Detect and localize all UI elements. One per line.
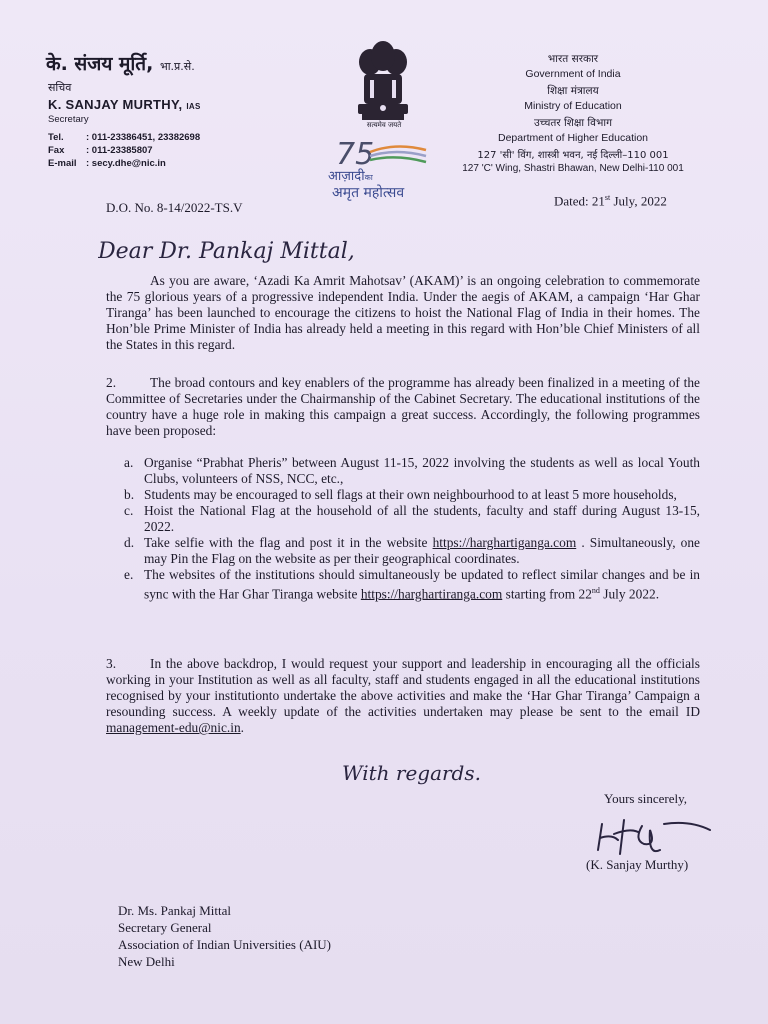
- closing-text: With regards.: [342, 761, 481, 785]
- paragraph-1: As you are aware, ‘Azadi Ka Amrit Mahotsav’ (AKAM)’ is an ongoing celebration to commemorate the 75 glorious years of a progressive independent India. Under the aegis of AKAM, a campaign ‘Har Ghar Tiranga’ has been launched to encourage the citizens to hoist the National Flag of India in their homes. The Hon’ble Prime Minister of India has already held a meeting in this regard with Hon’ble Chief Ministers of all the States in this regard.: [106, 273, 700, 352]
- addressee-block: [118, 902, 331, 970]
- paragraph-2-text: The broad contours and key enablers of the programme has already been finalized in a meeting of the Committee of Secretaries under the Chairmanship of the Cabinet Secretary. The educational institutions of the country have a huge role in making this campaign a great success. Accordingly, the following programmes have been proposed:: [106, 375, 700, 438]
- programme-list: [124, 455, 700, 602]
- akam-word-ka: का: [364, 173, 373, 182]
- dept-hindi: उच्चतर शिक्षा विभाग: [533, 117, 612, 129]
- list-item: [124, 503, 700, 535]
- paragraph-3-end: .: [240, 720, 245, 735]
- tel-line: [48, 132, 200, 143]
- salutation-text: Dear Dr. Pankaj Mittal,: [98, 239, 355, 264]
- sender-designation-english: IAS: [186, 102, 201, 111]
- list-item: [124, 567, 700, 602]
- date-suffix-sup: st: [604, 193, 611, 202]
- sender-name-english: [48, 97, 201, 112]
- handwritten-salutation: [98, 222, 438, 272]
- paragraph-2: [106, 375, 700, 439]
- list-item-text: Take selfie with the flag and post it in the website: [144, 535, 433, 550]
- reference-number: D.O. No. 8-14/2022-TS.V: [106, 200, 243, 215]
- akam-line2: अमृत महोत्सव: [332, 185, 405, 201]
- date-prefix: Dated: 21: [554, 193, 605, 209]
- list-item-marker: d.: [124, 535, 135, 550]
- addressee-title: Secretary General: [118, 920, 212, 935]
- har-ghar-tiranga-link[interactable]: https://harghartiranga.com: [360, 586, 503, 602]
- addressee-name: Dr. Ms. Pankaj Mittal: [118, 903, 232, 918]
- address-hindi: 127 'सी' विंग, शास्त्री भवन, नई दिल्ली–110 001: [477, 150, 669, 161]
- email-label: E-mail: [48, 158, 77, 169]
- email-line: [48, 158, 166, 169]
- ministry-english: Ministry of Education: [524, 100, 622, 112]
- sender-name-hindi: [46, 50, 195, 76]
- list-item-text-cont: starting from 22: [502, 586, 592, 602]
- date-month-year: July, 2022: [610, 193, 667, 209]
- list-item-marker: b.: [124, 487, 135, 502]
- tel-value: : 011-23386451, 23382698: [86, 132, 201, 143]
- list-item-text: The websites of the institutions should simultaneously be updated to reflect similar changes and be in sync with the Har Ghar Tiranga website: [144, 567, 700, 602]
- national-emblem-icon: [340, 34, 426, 134]
- selfie-website-link[interactable]: https://harghartiganga.com: [432, 535, 577, 550]
- address-english: 127 'C' Wing, Shastri Bhawan, New Delhi-110 001: [462, 163, 684, 174]
- letter-date: [554, 193, 667, 209]
- paragraph-3-text: In the above backdrop, I would request your support and leadership in encouraging all the officials working in your Institution as well as all faculty, staff and students engaged in all the educational institutions recognised by your institutionto undertake the above activities and make the ‘Har Ghar Tiranga’ Campaign a resounding success. A weekly update of the activities undertaken may please be sent to the email ID: [106, 656, 700, 719]
- dept-english: Department of Higher Education: [498, 132, 648, 144]
- tel-label: Tel.: [48, 132, 64, 143]
- fax-line: [48, 145, 153, 156]
- signature-icon: [590, 810, 720, 862]
- sender-name-hindi-text: के. संजय मूर्ति,: [46, 53, 154, 75]
- svg-text:75: 75: [336, 137, 375, 172]
- list-item-marker: a.: [124, 455, 134, 470]
- date-suffix-sup: nd: [591, 586, 600, 595]
- list-item-marker: e.: [124, 567, 134, 582]
- list-item-text-cont: . Simultaneously, one may Pin the Flag on the website as per their geographical coordinates.: [144, 535, 700, 566]
- email-value: : secy.dhe@nic.in: [86, 158, 166, 169]
- signatory-name: (K. Sanjay Murthy): [586, 857, 689, 872]
- akam-line1: [328, 166, 373, 184]
- addressee-organization: Association of Indian Universities (AIU): [118, 937, 332, 952]
- list-item-text: Students may be encouraged to sell flags at their own neighbourhood to at least 5 more households,: [144, 487, 677, 502]
- list-item-text-end: July 2022.: [599, 586, 660, 602]
- yours-sincerely: Yours sincerely,: [604, 791, 688, 806]
- fax-label: Fax: [48, 145, 65, 156]
- list-item-text: Hoist the National Flag at the household of all the students, faculty and staff during August 13-15, 2022.: [144, 503, 700, 534]
- list-item-text: Organise “Prabhat Pheris” between August 11-15, 2022 involving the students as well as local Youth Clubs, volunteers of NSS, NCC, etc.,: [144, 455, 700, 486]
- govt-english: Government of India: [525, 68, 621, 80]
- govt-hindi: भारत सरकार: [547, 53, 599, 65]
- paragraph-2-number: 2.: [106, 375, 117, 390]
- paragraph-3: [106, 656, 700, 736]
- sender-title-hindi: सचिव: [48, 81, 72, 94]
- sender-title-english: Secretary: [48, 114, 89, 125]
- sender-name-english-text: K. SANJAY MURTHY,: [48, 97, 183, 112]
- handwritten-closing: [342, 752, 482, 792]
- list-item: [124, 487, 700, 503]
- ministry-hindi: शिक्षा मंत्रालय: [547, 85, 599, 97]
- emblem-motto: सत्यमेव जयते: [366, 121, 402, 129]
- addressee-city: New Delhi: [118, 954, 175, 969]
- akam-word-azadi: आज़ादी: [328, 169, 365, 184]
- email-link[interactable]: management-edu@nic.in: [106, 720, 241, 735]
- sender-designation-hindi: भा.प्र.से.: [159, 60, 195, 73]
- paragraph-3-number: 3.: [106, 656, 117, 671]
- list-item: [124, 535, 700, 567]
- list-item: [124, 455, 700, 487]
- fax-value: : 011-23385807: [86, 145, 153, 156]
- list-item-marker: c.: [124, 503, 134, 518]
